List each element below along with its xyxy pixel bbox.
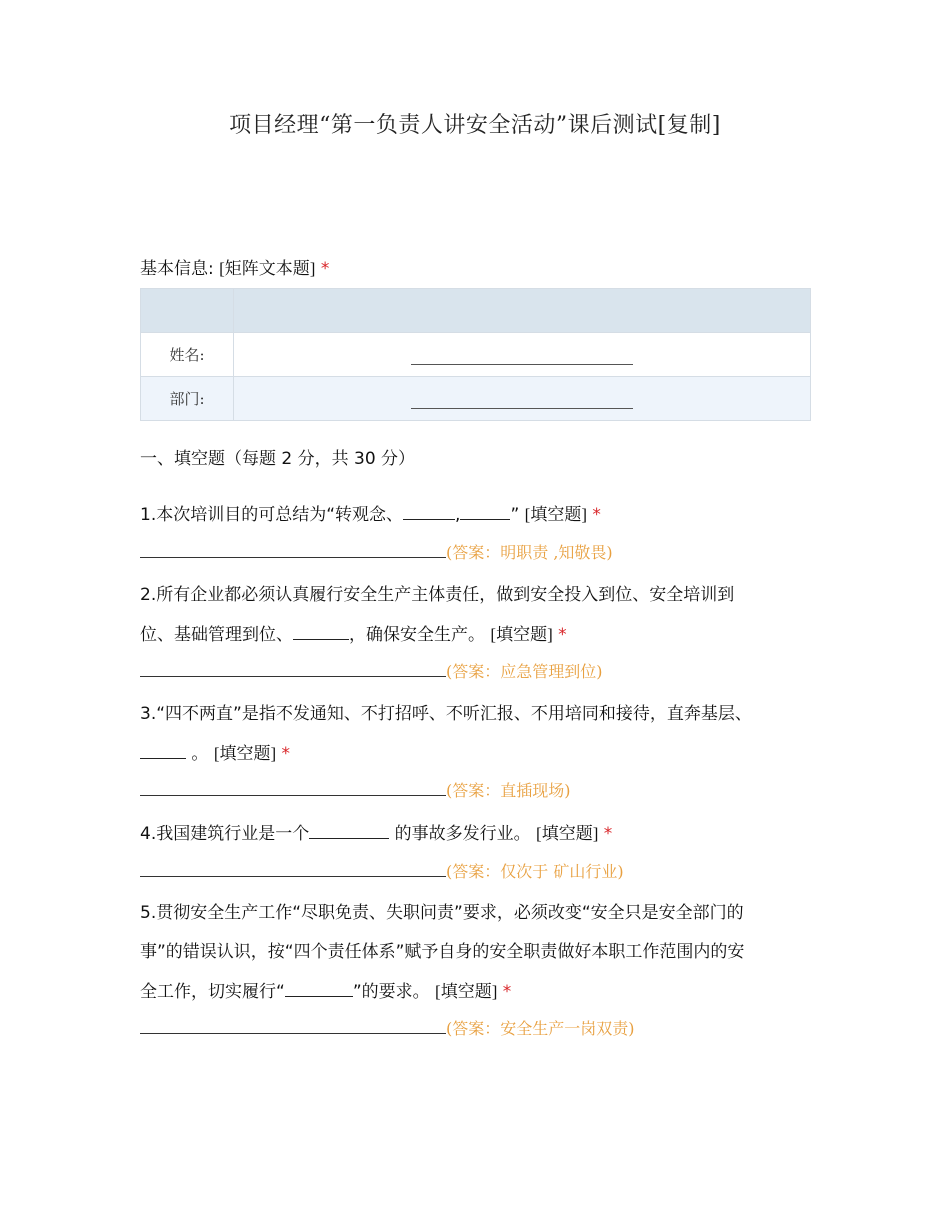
table-row-name	[141, 333, 811, 377]
question-type-tag: [填空题]	[213, 744, 277, 763]
question-type-tag: [矩阵文本题]	[219, 259, 316, 278]
required-mark: *	[502, 982, 512, 1002]
answer-input-line[interactable]	[140, 539, 446, 558]
table-header-row	[141, 289, 811, 333]
question-text: 2.所有企业都必须认真履行安全生产主体责任，做到安全投入到位、安全培训到	[140, 585, 735, 605]
answer-input-line[interactable]	[140, 1015, 446, 1034]
question-text: ,	[455, 505, 461, 525]
name-input-line[interactable]	[411, 346, 633, 365]
table-header-cell	[234, 289, 811, 333]
question-type-tag: [填空题]	[490, 625, 553, 644]
question-type-tag: [填空题]	[524, 505, 587, 524]
answer-text: (答案：仅次于 矿山行业)	[446, 862, 624, 881]
question-5	[140, 894, 812, 1012]
question-type-tag: [填空题]	[536, 824, 599, 843]
basic-info-table	[140, 288, 811, 421]
question-type-tag: [填空题]	[435, 982, 498, 1001]
blank-2[interactable]	[460, 499, 510, 520]
question-text: ”的要求。	[352, 982, 430, 1002]
answer-input-line[interactable]	[140, 658, 446, 677]
question-text: 3.“四不两直”是指不发通知、不打招呼、不听汇报、不用培同和接待，直奔基层、	[140, 704, 752, 724]
blank-1[interactable]	[293, 619, 349, 640]
question-text: 位、基础管理到位、	[140, 625, 293, 645]
question-text: 全工作，切实履行“	[140, 982, 285, 1002]
answer-text: (答案：应急管理到位)	[446, 662, 603, 681]
required-mark: *	[558, 625, 567, 645]
department-input-line[interactable]	[411, 390, 633, 409]
answer-text: (答案：直插现场)	[446, 781, 571, 800]
question-text: 5.贯彻安全生产工作“尽职免责、失职问责”要求，必须改变“安全只是安全部门的	[140, 903, 744, 923]
page-title: 项目经理“第一负责人讲安全活动”课后测试[复制]	[229, 113, 721, 138]
table-row-department	[141, 377, 811, 421]
answer-input-line[interactable]	[140, 858, 446, 877]
blank-1[interactable]	[140, 738, 186, 759]
table-header-cell	[141, 289, 234, 333]
required-mark: *	[320, 259, 330, 279]
blank-1[interactable]	[403, 499, 455, 520]
answer-row-5	[140, 1015, 635, 1039]
question-text: 的事故多发行业。	[394, 824, 531, 844]
section-heading: 一、填空题（每题 2 分，共 30 分）	[140, 449, 416, 469]
required-mark: *	[592, 505, 601, 525]
question-text: 事”的错误认识，按“四个责任体系”赋予自身的安全职责做好本职工作范围内的安	[140, 942, 745, 962]
question-2	[140, 576, 812, 655]
required-mark: *	[603, 824, 613, 844]
name-field[interactable]	[234, 333, 811, 377]
answer-row-1	[140, 539, 613, 563]
answer-row-2	[140, 658, 603, 682]
answer-input-line[interactable]	[140, 777, 446, 796]
name-label: 姓名:	[141, 333, 234, 377]
question-4	[140, 814, 812, 854]
answer-row-4	[140, 858, 624, 882]
question-text: 。	[191, 744, 209, 764]
basic-info-text: 基本信息:	[140, 259, 214, 279]
question-text: ”	[510, 505, 520, 525]
question-text: 4.我国建筑行业是一个	[140, 824, 310, 844]
question-1	[140, 495, 812, 535]
blank-1[interactable]	[309, 818, 389, 839]
department-field[interactable]	[234, 377, 811, 421]
blank-1[interactable]	[285, 976, 353, 997]
basic-info-label	[140, 254, 329, 279]
answer-text: (答案：明职责 ,知敬畏)	[446, 543, 613, 562]
answer-text: (答案：安全生产一岗双责)	[446, 1019, 635, 1038]
question-text: ，确保安全生产。	[349, 625, 485, 645]
required-mark: *	[281, 744, 291, 764]
department-label: 部门:	[141, 377, 234, 421]
question-text: 1.本次培训目的可总结为“转观念、	[140, 505, 404, 525]
question-3	[140, 695, 812, 774]
answer-row-3	[140, 777, 571, 801]
